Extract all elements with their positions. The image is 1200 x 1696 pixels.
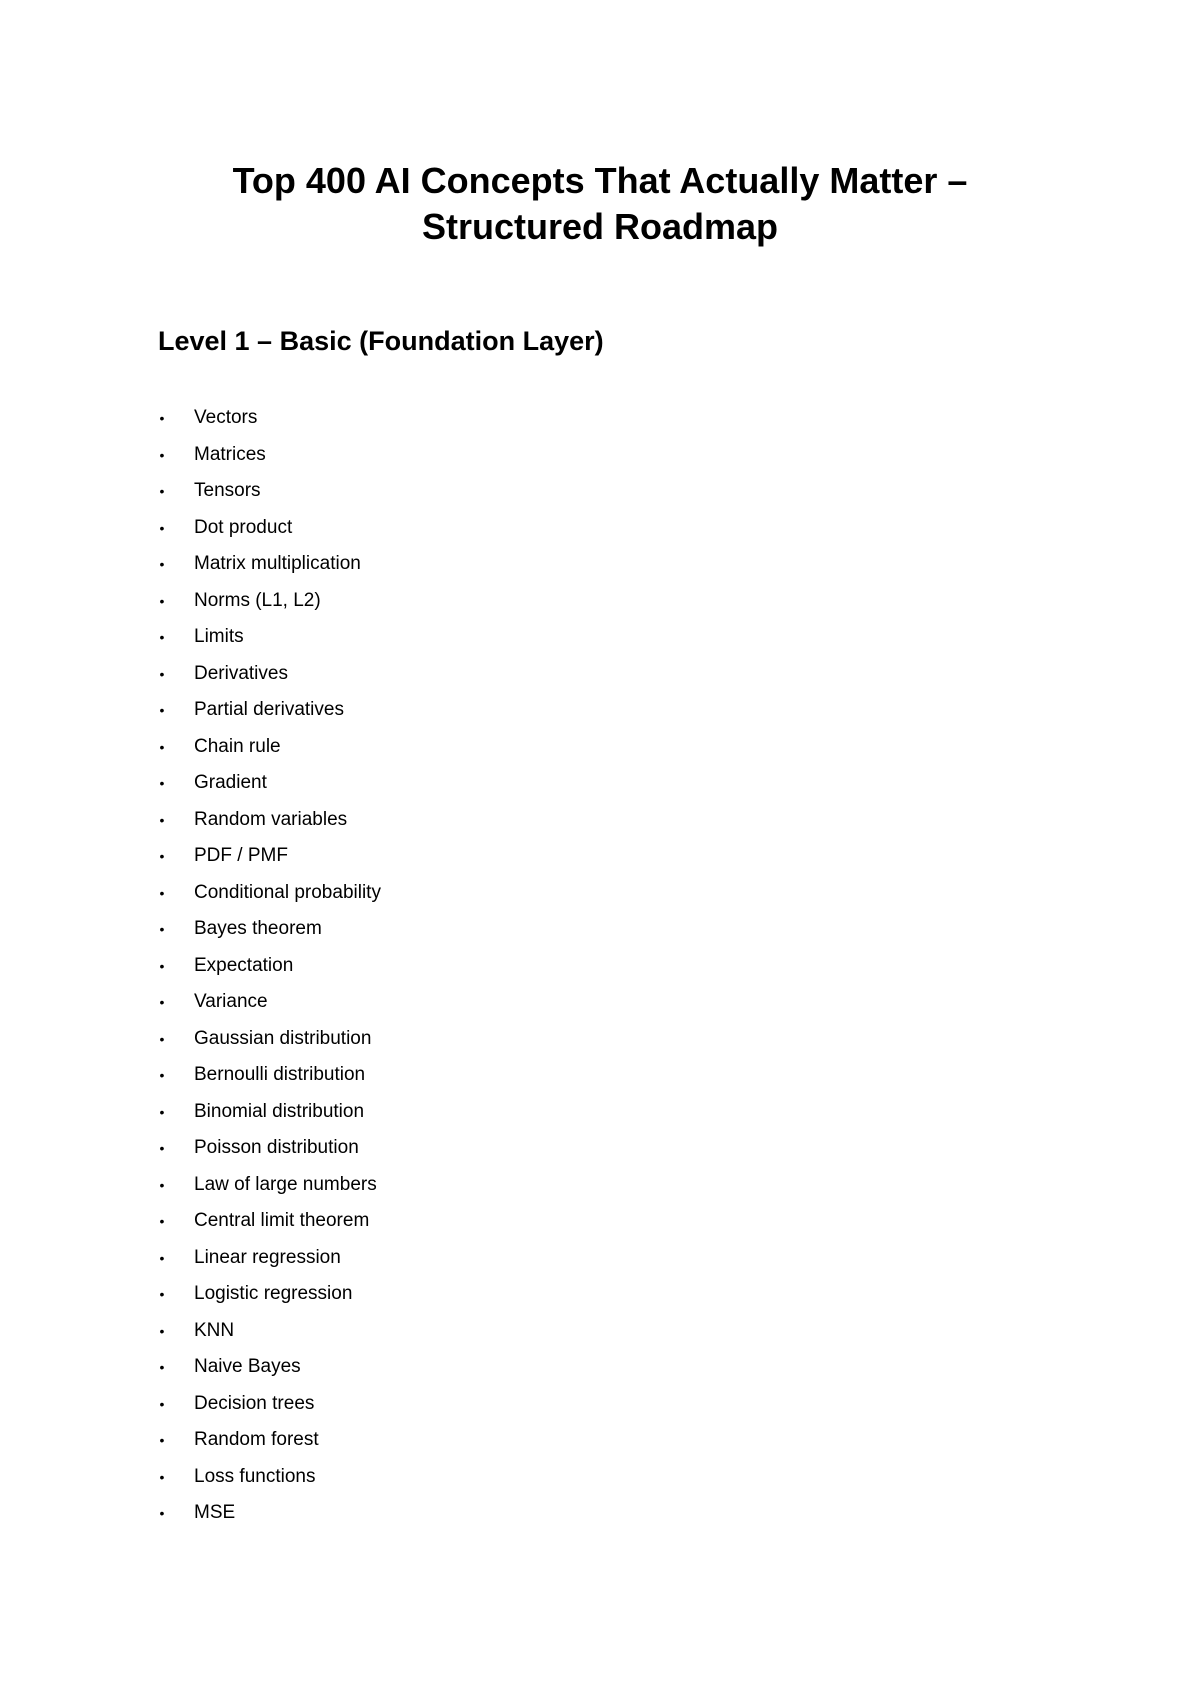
list-item-label: Matrices [194, 443, 266, 465]
list-item-label: Dot product [194, 516, 293, 538]
bullet-icon: • [159, 1176, 165, 1193]
bullet-icon: • [159, 1213, 165, 1229]
bullet-icon: • [159, 592, 165, 609]
list-item-label: Derivatives [194, 662, 288, 684]
list-item-label: Gaussian distribution [194, 1027, 372, 1049]
list-item-label: Logistic regression [194, 1283, 353, 1304]
bullet-icon: • [159, 1505, 165, 1521]
bullet-icon: • [159, 1395, 165, 1412]
bullet-icon: • [159, 1140, 165, 1156]
page-title-line-1: Top 400 AI Concepts That Actually Matter – [232, 160, 968, 201]
bullet-icon: • [159, 519, 165, 536]
list-item-label: Limits [194, 626, 244, 647]
list-item-label: Law of large numbers [194, 1173, 377, 1195]
list-item-label: MSE [194, 1502, 236, 1523]
list-item-label: Norms (L1, L2) [194, 589, 321, 611]
bullet-icon: • [159, 446, 165, 463]
list-item-label: Linear regression [194, 1246, 341, 1268]
bullet-icon: • [159, 775, 165, 791]
list-item-label: Matrix multiplication [194, 553, 361, 574]
bullet-icon: • [159, 738, 165, 755]
list-item-label: Vectors [194, 407, 258, 428]
list-item-label: Gradient [194, 772, 267, 793]
list-item-label: Loss functions [194, 1465, 316, 1487]
bullet-icon: • [159, 1286, 165, 1302]
list-item-label: Tensors [194, 480, 261, 501]
bullet-icon: • [159, 1249, 165, 1266]
list-item-label: Binomial distribution [194, 1100, 365, 1122]
bullet-icon: • [159, 1103, 165, 1120]
bullet-icon: • [159, 665, 165, 682]
list-item-label: Random variables [194, 808, 348, 830]
page-title [0, 158, 1200, 250]
bullet-icon: • [159, 629, 165, 645]
bullet-icon: • [159, 921, 165, 937]
bullet-icon: • [159, 884, 165, 901]
bullet-icon: • [159, 410, 165, 426]
list-item-label: Partial derivatives [194, 699, 344, 720]
list-item-label: Decision trees [194, 1392, 315, 1414]
list-item-label: Chain rule [194, 735, 281, 757]
list-item-label: Bernoulli distribution [194, 1064, 366, 1085]
list-item-label: Expectation [194, 954, 294, 976]
bullet-icon: • [159, 1067, 165, 1083]
list-item-label: PDF / PMF [194, 845, 288, 866]
list-item-label: Conditional probability [194, 881, 381, 903]
page-title-line-2: Structured Roadmap [421, 206, 779, 247]
bullet-icon: • [159, 957, 165, 974]
list-item-label: Random forest [194, 1429, 319, 1450]
list-item-label: Central limit theorem [194, 1210, 370, 1231]
bullet-icon: • [159, 1322, 165, 1339]
list-item-label: Naive Bayes [194, 1356, 301, 1377]
section-heading: Level 1 – Basic (Foundation Layer) [158, 326, 604, 356]
list-item-label: Bayes theorem [194, 918, 322, 939]
bullet-icon: • [159, 994, 165, 1010]
bullet-icon: • [159, 1468, 165, 1485]
bullet-icon: • [159, 483, 165, 499]
list-item-label: Poisson distribution [194, 1137, 359, 1158]
bullet-icon: • [159, 556, 165, 572]
bullet-icon: • [159, 1432, 165, 1448]
bullet-icon: • [159, 702, 165, 718]
bullet-icon: • [159, 1030, 165, 1047]
bullet-icon: • [159, 811, 165, 828]
bullet-icon: • [159, 848, 165, 864]
list-item-label: Variance [194, 991, 268, 1012]
list-item-label: KNN [194, 1319, 235, 1341]
bullet-icon: • [159, 1359, 165, 1375]
